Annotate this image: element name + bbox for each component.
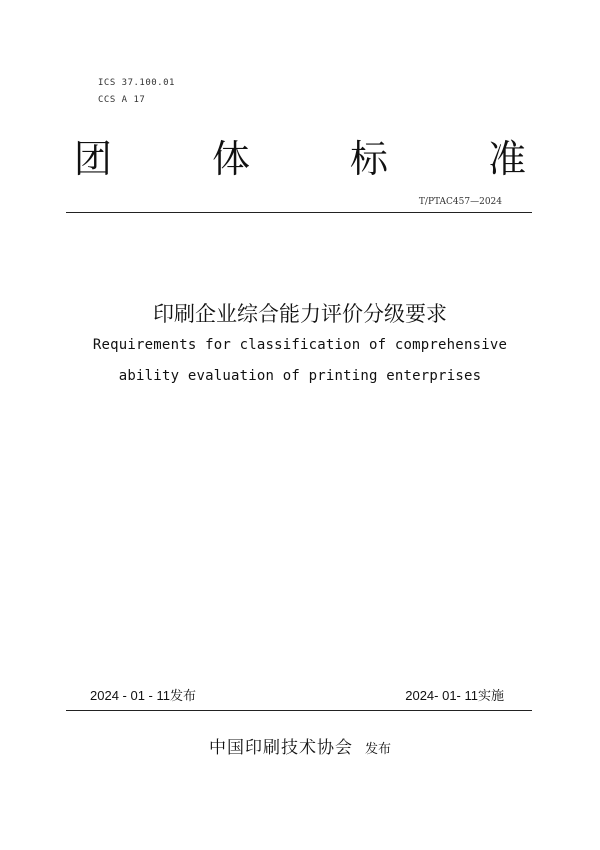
publish-date: 2024 - 01 - 11发布 <box>90 688 196 703</box>
implement-date: 2024- 01- 11实施 <box>405 688 504 703</box>
issuer <box>0 733 600 758</box>
issuer-suffix: 发布 <box>364 742 391 757</box>
issuer-name: 中国印刷技术协会 <box>208 738 353 758</box>
title-english-line1: Requirements for classification of comprehensive <box>92 337 508 353</box>
ics-code: ICS 37.100.01 <box>98 78 175 88</box>
ccs-code: CCS A 17 <box>98 95 146 105</box>
standard-type-heading: 团 体 标 准 <box>73 137 571 181</box>
standard-number: T/PTAC457—2024 <box>418 197 502 207</box>
title-chinese: 印刷企业综合能力评价分级要求 <box>153 302 447 326</box>
bottom-divider <box>66 710 532 711</box>
top-divider <box>66 212 532 213</box>
title-english-line2: ability evaluation of printing enterprises <box>118 368 482 384</box>
